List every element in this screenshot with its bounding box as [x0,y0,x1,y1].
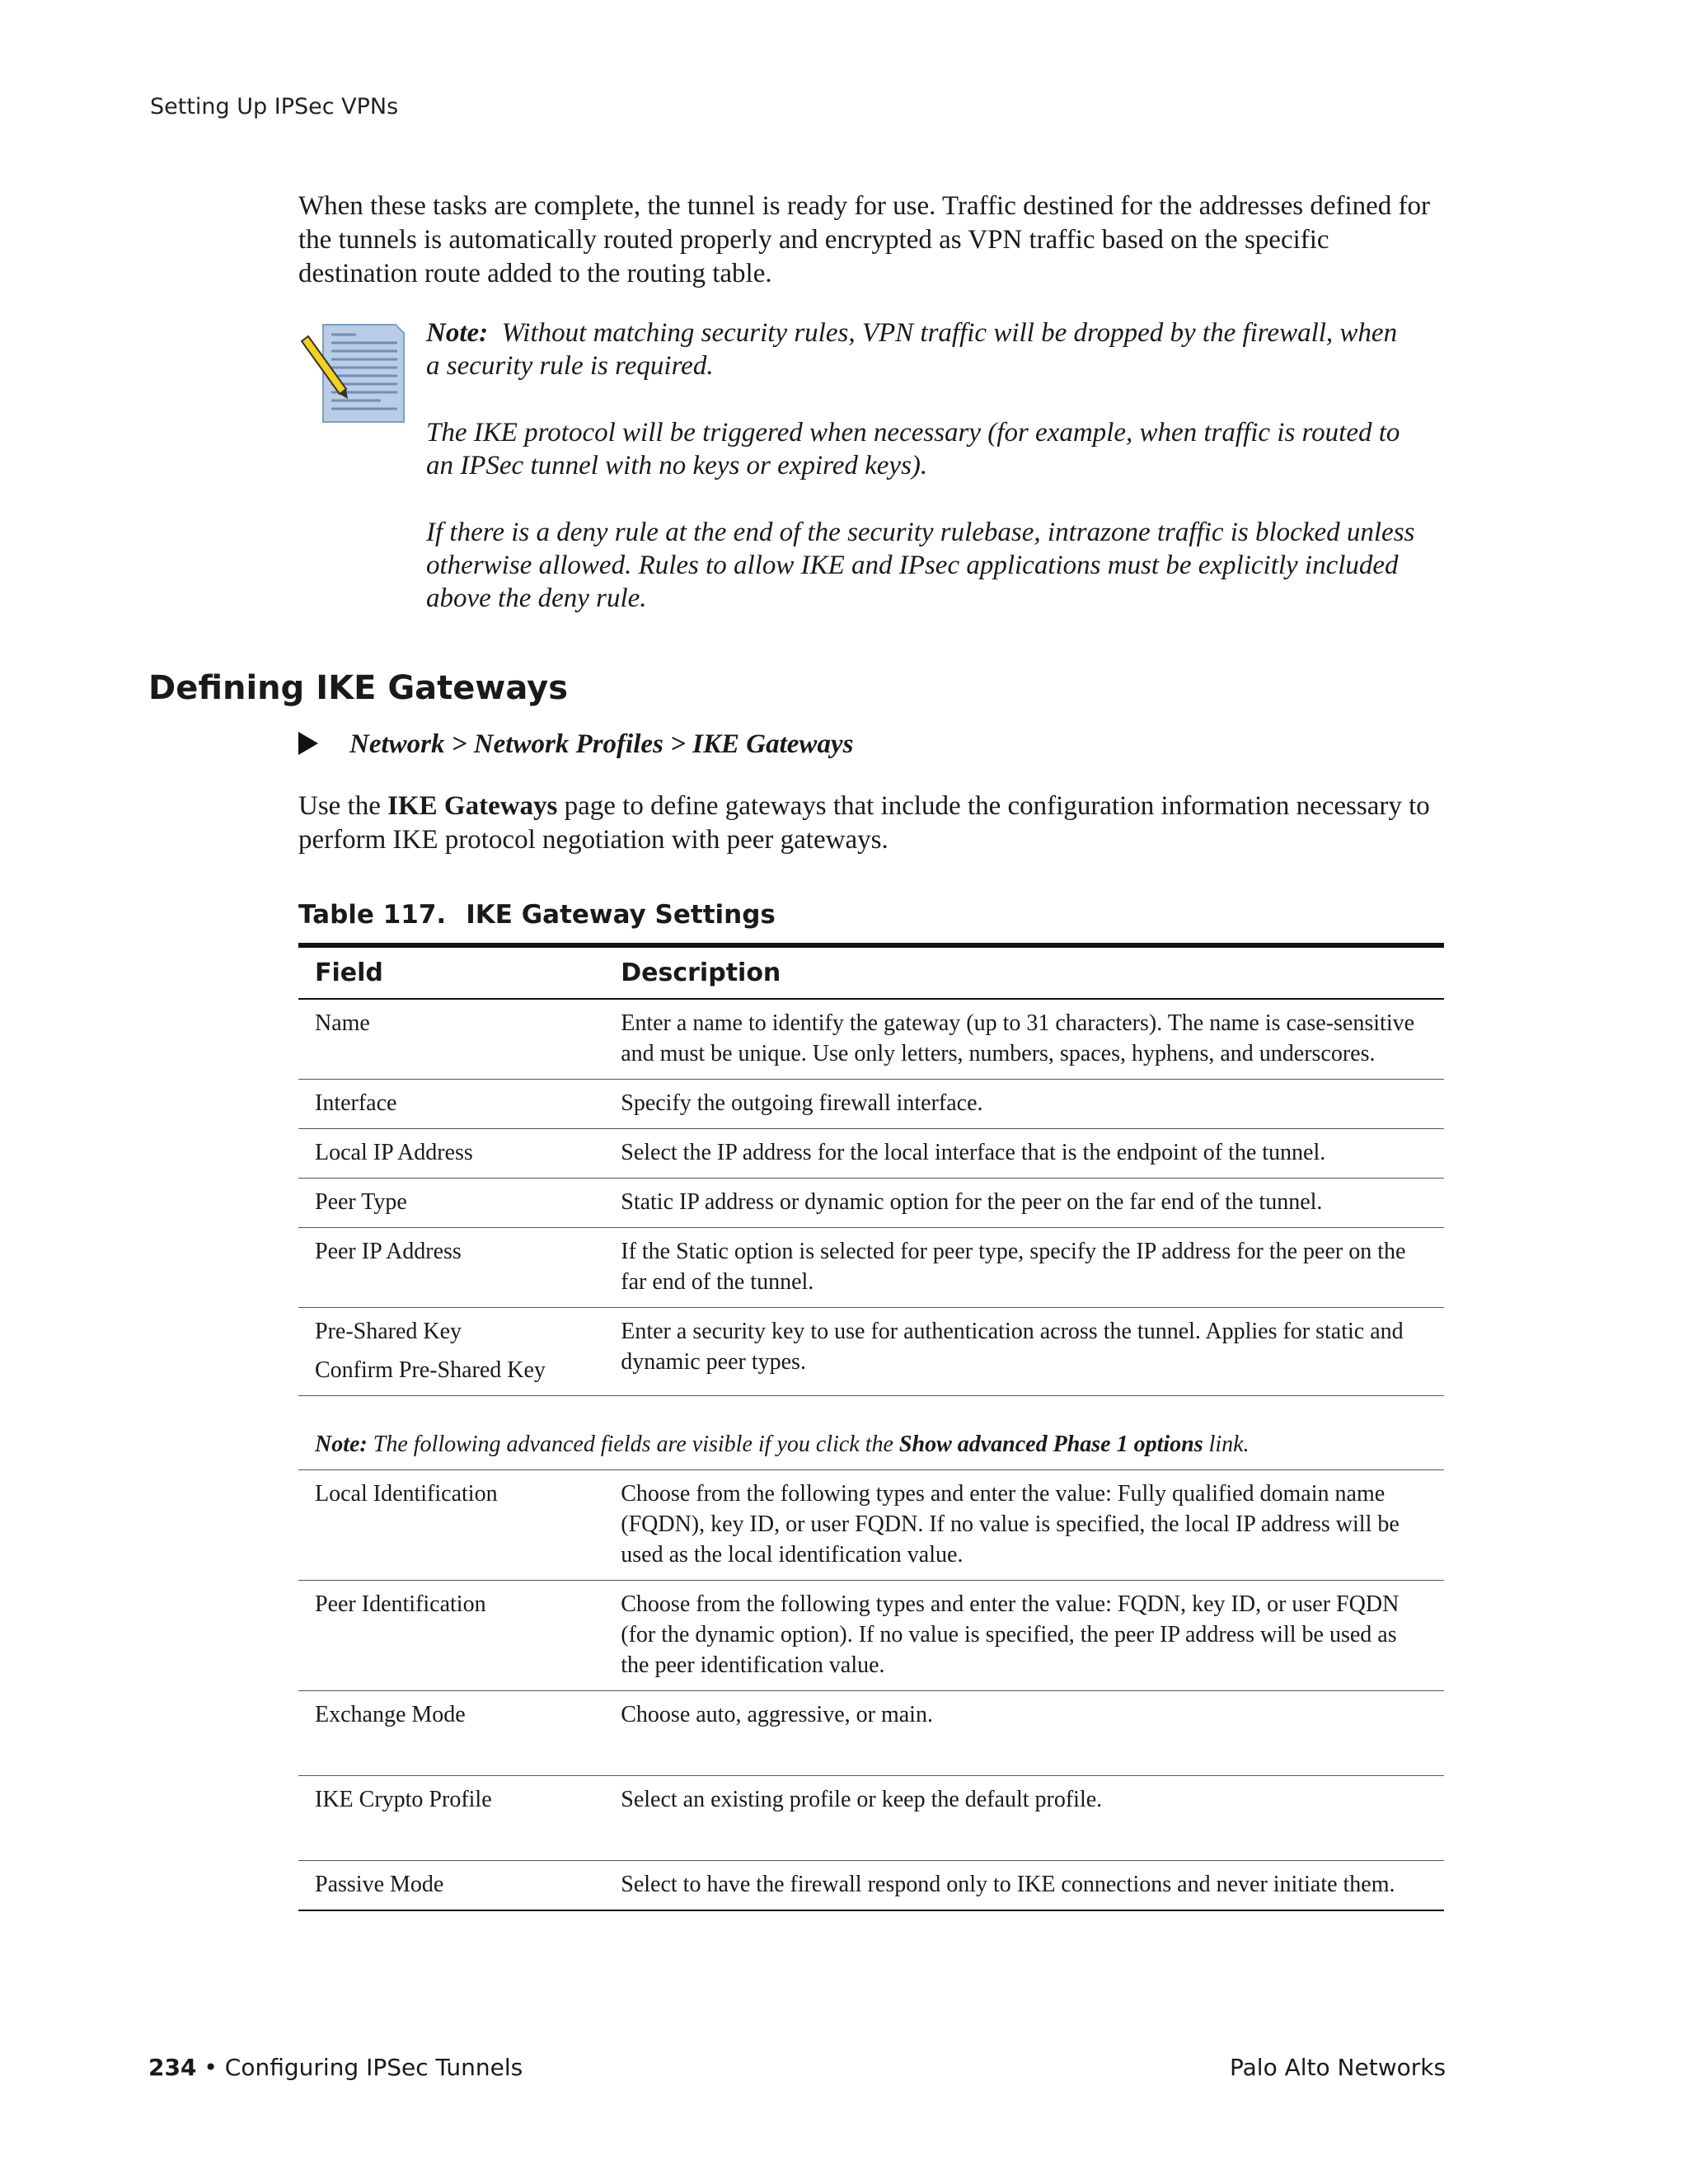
description-cell: Select to have the firewall respond only to IKE connections and never initiate them. [604,1861,1444,1911]
field-label: Pre-Shared Key [315,1319,462,1344]
table-caption-title: IKE Gateway Settings [466,900,776,930]
note-block [298,316,1452,630]
field-cell: Exchange Mode [298,1691,604,1776]
table-row [298,1179,1444,1228]
advanced-note-row [298,1396,1444,1470]
description-cell: Specify the outgoing firewall interface. [604,1080,1444,1129]
field-cell: IKE Crypto Profile [298,1776,604,1861]
field-cell: Local IP Address [298,1129,604,1179]
description-cell: Choose from the following types and enter the value: Fully qualified domain name (FQDN), key ID, or user FQDN. If no value is specified, the local IP address will be used as the local identification value. [604,1470,1444,1581]
description-cell: Select an existing profile or keep the default profile. [604,1776,1444,1861]
description-cell: Choose auto, aggressive, or main. [604,1691,1444,1776]
note-pencil-icon [298,316,414,432]
table-row [298,999,1444,1080]
footer-company: Palo Alto Networks [1230,2054,1447,2081]
usage-paragraph [298,790,1452,857]
table-row [298,1691,1444,1776]
table-caption-number: Table 117. [298,900,447,930]
field-cell [298,1308,604,1396]
ike-gateway-settings-table [298,943,1444,1911]
nav-path-text: Network > Network Profiles > IKE Gateways [349,729,854,759]
table-row [298,1129,1444,1179]
note-paragraph-3: If there is a deny rule at the end of the security rulebase, intrazone traffic is blocked unless otherwise allowed. Rules to allow IKE and IPsec applications must be explicitly included above the deny rule. [426,518,1415,613]
advanced-note-label: Note: [315,1432,368,1457]
table-row [298,1228,1444,1308]
table-row [298,1080,1444,1129]
table-caption [298,900,776,930]
advanced-note-cell [298,1396,1444,1470]
page-number: 234 [148,2054,197,2081]
advanced-note-suffix: link. [1203,1432,1250,1457]
table-row [298,1776,1444,1861]
advanced-note-prefix: The following advanced fields are visible if you click the [367,1432,899,1457]
column-header-field: Field [298,945,604,999]
table-row [298,1308,1444,1396]
note-text [426,316,1415,649]
note-label: Note: [426,318,489,348]
description-cell: Enter a security key to use for authentication across the tunnel. Applies for static and dynamic peer types. [604,1308,1444,1396]
description-cell: Choose from the following types and enter the value: FQDN, key ID, or user FQDN (for the dynamic option). If no value is specified, the peer IP address will be used as the peer identification value. [604,1581,1444,1691]
advanced-note-link-text: Show advanced Phase 1 options [898,1432,1203,1457]
description-cell: Enter a name to identify the gateway (up to 31 characters). The name is case-sensitive and must be unique. Use only letters, numbers, spaces, hyphens, and underscores. [604,999,1444,1080]
note-paragraph-1: Without matching security rules, VPN traffic will be dropped by the firewall, when a security rule is required. [426,318,1398,381]
column-header-description: Description [604,945,1444,999]
table-row [298,1470,1444,1581]
field-label-secondary: Confirm Pre-Shared Key [315,1357,546,1383]
usage-bold-term: IKE Gateways [387,791,558,821]
triangle-right-icon [298,732,318,755]
usage-prefix: Use the [298,791,388,821]
field-cell: Peer IP Address [298,1228,604,1308]
footer-bullet: • [196,2054,225,2081]
footer-left [148,2054,523,2081]
running-header: Setting Up IPSec VPNs [150,94,399,120]
field-cell: Passive Mode [298,1861,604,1911]
table-row [298,1861,1444,1911]
field-cell: Peer Type [298,1179,604,1228]
usage-suffix: page to define gateways that include the configuration information necessary to perform IKE protocol negotiation with peer gateways. [298,791,1430,855]
description-cell: Static IP address or dynamic option for the peer on the far end of the tunnel. [604,1179,1444,1228]
description-cell: Select the IP address for the local interface that is the endpoint of the tunnel. [604,1129,1444,1179]
field-cell: Interface [298,1080,604,1129]
description-cell: If the Static option is selected for peer type, specify the IP address for the peer on the far end of the tunnel. [604,1228,1444,1308]
footer-chapter: Configuring IPSec Tunnels [224,2054,523,2081]
field-cell: Local Identification [298,1470,604,1581]
navigation-path [298,729,853,760]
section-title: Defining IKE Gateways [148,669,569,707]
field-cell: Peer Identification [298,1581,604,1691]
note-paragraph-2: The IKE protocol will be triggered when necessary (for example, when traffic is routed to an IPSec tunnel with no keys or expired keys). [426,418,1400,480]
table-row [298,1581,1444,1691]
intro-paragraph: When these tasks are complete, the tunnel is ready for use. Traffic destined for the addresses defined for the tunnels is automatically routed properly and encrypted as VPN traffic based on the specific destination route added to the routing table. [298,191,1431,288]
field-cell: Name [298,999,604,1080]
table-header-row [298,945,1444,999]
